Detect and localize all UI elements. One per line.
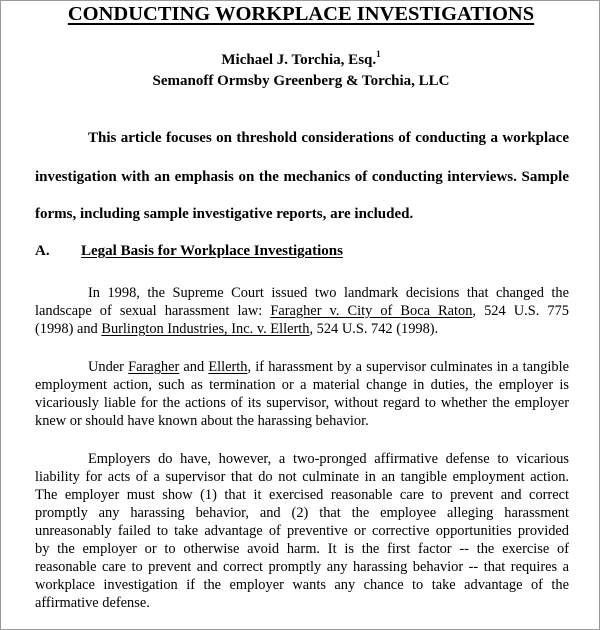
abstract-line-3: forms, including sample investigative reports, are included.: [35, 206, 414, 222]
paragraph-3-line-3: The employer must show (1) that it exercised reasonable care to prevent and correct: [35, 487, 569, 503]
author-line: [1, 49, 600, 69]
paragraph-3-line-1: Employers do have, however, a two-pronged affirmative defense to vicarious: [88, 451, 569, 467]
paragraph-3-line-9: affirmative defense.: [35, 595, 150, 611]
paragraph-1-line-1: In 1998, the Supreme Court issued two landmark decisions that changed the: [88, 285, 569, 301]
paragraph-2-line-1: [35, 358, 569, 376]
paragraph-1-line-3: [35, 320, 569, 338]
paragraph-2-line-2: employment action, such as termination or a material change in duties, the employer is: [35, 377, 569, 393]
paragraph-1: [35, 284, 569, 338]
case-citation-ellerth: Burlington Industries, Inc. v. Ellerth: [101, 321, 310, 337]
abstract-line-2: investigation with an emphasis on the mechanics of conducting interviews. Sample: [35, 169, 569, 185]
case-name-ellerth: Ellerth: [208, 359, 248, 375]
text-run: , 524 U.S. 775: [472, 303, 569, 319]
text-run: (1998) and: [35, 321, 102, 337]
paragraph-2: [35, 358, 569, 430]
paragraph-3-line-4: promptly any harassing behavior, and (2) that the employee alleging harassment: [35, 505, 569, 521]
paragraph-3-line-7: reasonable care to prevent and correct promptly any harassing behavior -- that requires a: [35, 559, 569, 575]
text-run: and: [179, 359, 209, 375]
firm-name: Semanoff Ormsby Greenberg & Torchia, LLC: [152, 73, 450, 89]
document-title: CONDUCTING WORKPLACE INVESTIGATIONS: [67, 3, 535, 25]
case-name-faragher: Faragher: [128, 359, 180, 375]
paragraph-2-line-4: knew or should have known about the harassing behavior.: [35, 413, 369, 429]
section-title: Legal Basis for Workplace Investigations: [81, 243, 343, 259]
paragraph-3-line-6: by the employer or to otherwise avoid harm. It is the first factor -- the exercise of: [35, 541, 569, 557]
footnote-marker: 1: [376, 49, 381, 59]
paragraph-3: [35, 450, 569, 612]
author-name: Michael J. Torchia, Esq.: [221, 52, 377, 68]
case-citation-faragher: Faragher v. City of Boca Raton: [270, 303, 473, 319]
section-number: A.: [35, 243, 50, 259]
paragraph-3-line-5: unreasonably failed to take advantage of preventive or corrective opportunities provided: [35, 523, 569, 539]
text-run: , 524 U.S. 742 (1998).: [309, 321, 439, 337]
text-run: landscape of sexual harassment law:: [35, 303, 271, 319]
abstract-line-1: This article focuses on threshold considerations of conducting a workplace: [88, 130, 569, 146]
paragraph-3-line-2: liability for acts of a supervisor that do not culminate in an tangible employment action.: [35, 469, 569, 485]
paragraph-3-line-8: workplace investigation if the employer wants any chance to take advantage of the: [35, 577, 569, 593]
text-run: , if harassment by a supervisor culminates in a tangible: [247, 359, 569, 375]
paragraph-2-line-3: vicariously liable for the actions of its supervisor, without regard to whether the employer: [35, 395, 569, 411]
paragraph-1-line-2: [35, 302, 569, 320]
text-run: Under: [88, 359, 129, 375]
